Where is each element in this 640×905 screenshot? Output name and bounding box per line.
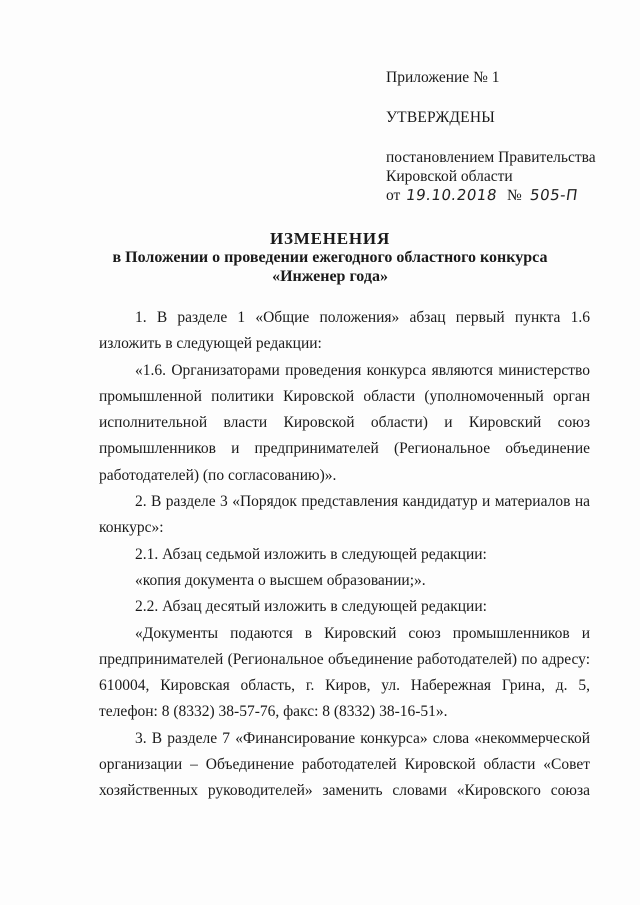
paragraph-1: 1. В разделе 1 «Общие положения» абзац первый пункта 1.6 изложить в следующей редакции: <box>99 309 590 353</box>
decree-reference <box>386 148 626 205</box>
paragraph-6: 2.2. Абзац десятый изложить в следующей редакции: <box>135 598 487 616</box>
paragraph-3: 2. В разделе 3 «Порядок представления кандидатур и материалов на конкурс»: <box>99 493 590 537</box>
date-prefix: от <box>386 187 401 204</box>
handwritten-date: 19.10.2018 <box>405 186 499 204</box>
appendix-label: Приложение № 1 <box>386 69 500 86</box>
paragraph-7: «Документы подаются в Кировский союз промышленников и предпринимателей (Региональное объединение работодателей) по адресу: 610004, Кировская область, г. Киров, ул. Набережная Грина, д. 5, телефон: 8 (8332) 38-57-76, факс: 8 (8332) 38-16-51». <box>99 624 590 721</box>
paragraph-5: «копия документа о высшем образовании;». <box>135 571 426 589</box>
document-title <box>60 229 600 286</box>
paragraph-8: 3. В разделе 7 «Финансирование конкурса» слова «некоммерческой организации – Объединение работодателей Кировской области «Совет хозяйственных руководителей» заменить словами «Кировского союза <box>99 729 590 800</box>
number-sign: № <box>506 187 522 204</box>
title-main: ИЗМЕНЕНИЯ <box>269 229 391 248</box>
title-line-2: в Положении о проведении ежегодного областного конкурса <box>112 249 548 266</box>
decree-line-2: Кировской области <box>386 168 513 185</box>
approved-label: УТВЕРЖДЕНЫ <box>386 109 495 126</box>
document-body <box>99 305 590 805</box>
paragraph-2: «1.6. Организаторами проведения конкурса являются министерство промышленной политики Кировской области (уполномоченный орган исполнительной власти Кировской области) и Кировский союз промышленников и предпринимателей (Региональное объединение работодателей) (по согласованию)». <box>99 361 590 484</box>
approval-block <box>386 68 626 205</box>
decree-line-1: постановлением Правительства <box>386 149 596 166</box>
paragraph-4: 2.1. Абзац седьмой изложить в следующей редакции: <box>135 545 487 563</box>
handwritten-number: 505-П <box>528 186 579 204</box>
decree-date-line <box>386 186 626 205</box>
title-line-3: «Инженер года» <box>272 268 388 285</box>
